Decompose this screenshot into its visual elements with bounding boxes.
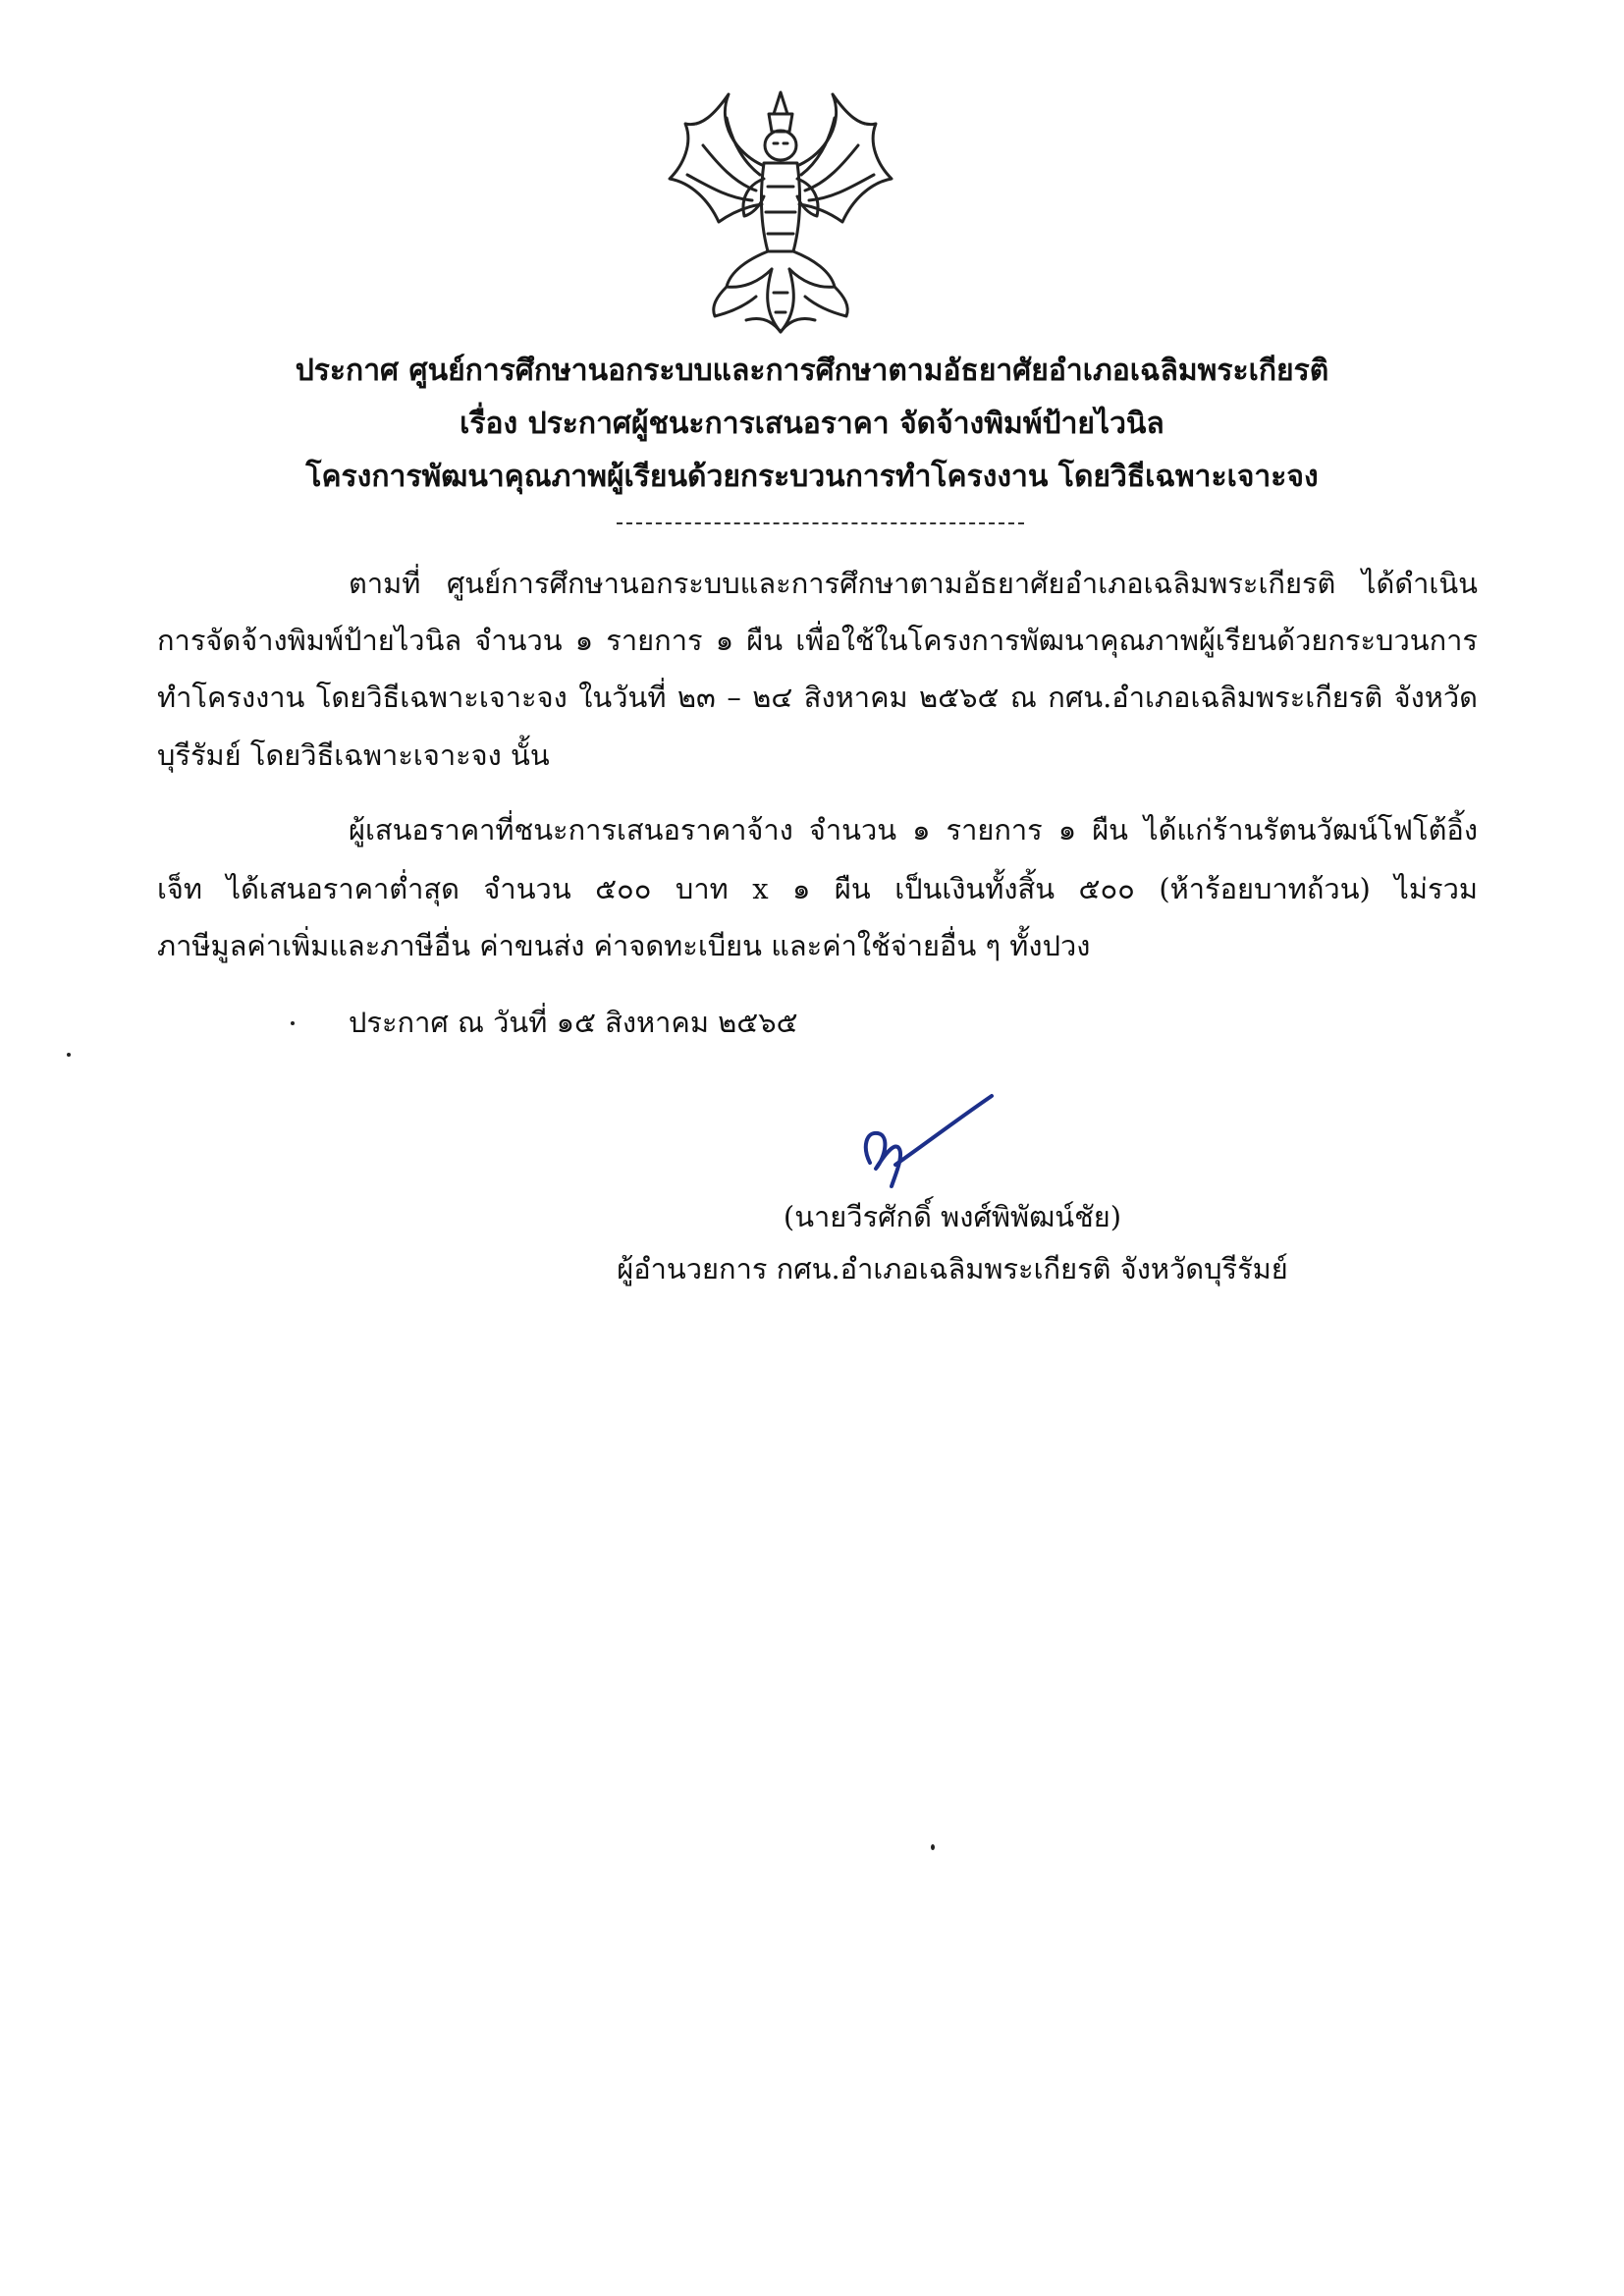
header-divider: [617, 522, 1024, 524]
signature-icon: [852, 1092, 1000, 1200]
paragraph-1-line-1: ตามที่ ศูนย์การศึกษานอกระบบและการศึกษาตามอัธยาศัยอำเภอเฉลิมพระเกียรติ ได้ดำเนิน: [349, 567, 1478, 600]
project-title: โครงการพัฒนาคุณภาพผู้เรียนด้วยกระบวนการทำโครงงาน โดยวิธีเฉพาะเจาะจง: [305, 460, 1319, 494]
paragraph-2-line-3: ภาษีมูลค่าเพิ่มและภาษีอื่น ค่าขนส่ง ค่าจดทะเบียน และค่าใช้จ่ายอื่น ๆ ทั้งปวง: [157, 929, 1091, 962]
scan-speck: [931, 1844, 935, 1850]
announcement-subject: เรื่อง ประกาศผู้ชนะการเสนอราคา จัดจ้างพิมพ์ป้ายไวนิล: [460, 407, 1164, 441]
paragraph-1-line-4: บุรีรัมย์ โดยวิธีเฉพาะเจาะจง นั้น: [157, 738, 550, 772]
signatory-title: ผู้อำนวยการ กศน.อำเภอเฉลิมพระเกียรติ จังหวัดบุรีรัมย์: [617, 1252, 1288, 1285]
announcement-heading: ประกาศ ศูนย์การศึกษานอกระบบและการศึกษาตามอัธยาศัยอำเภอเฉลิมพระเกียรติ: [295, 354, 1329, 388]
scan-speck: [67, 1053, 71, 1057]
garuda-emblem-icon: [658, 84, 903, 340]
paragraph-1-line-2: การจัดจ้างพิมพ์ป้ายไวนิล จำนวน ๑ รายการ ๑ ผืน เพื่อใช้ในโครงการพัฒนาคุณภาพผู้เรียนด้วยกระบวนการ: [157, 624, 1478, 657]
signatory-name: (นายวีรศักดิ์ พงศ์พิพัฒน์ชัย): [783, 1200, 1122, 1233]
scan-speck: [291, 1021, 295, 1025]
announcement-date: ประกาศ ณ วันที่ ๑๕ สิงหาคม ๒๕๖๕: [349, 1006, 798, 1039]
paragraph-1-line-3: ทำโครงงาน โดยวิธีเฉพาะเจาะจง ในวันที่ ๒๓ – ๒๔ สิงหาคม ๒๕๖๕ ณ กศน.อำเภอเฉลิมพระเกียรติ จังหวัด: [157, 681, 1478, 714]
paragraph-2-line-2: เจ็ท ได้เสนอราคาต่ำสุด จำนวน ๕๐๐ บาท x ๑ ผืน เป็นเงินทั้งสิ้น ๕๐๐ (ห้าร้อยบาทถ้วน) ไม่รวม: [157, 872, 1478, 905]
paragraph-2-line-1: ผู้เสนอราคาที่ชนะการเสนอราคาจ้าง จำนวน ๑ รายการ ๑ ผืน ได้แก่ร้านรัตนวัฒน์โฟโต้อิ้ง: [349, 813, 1478, 847]
